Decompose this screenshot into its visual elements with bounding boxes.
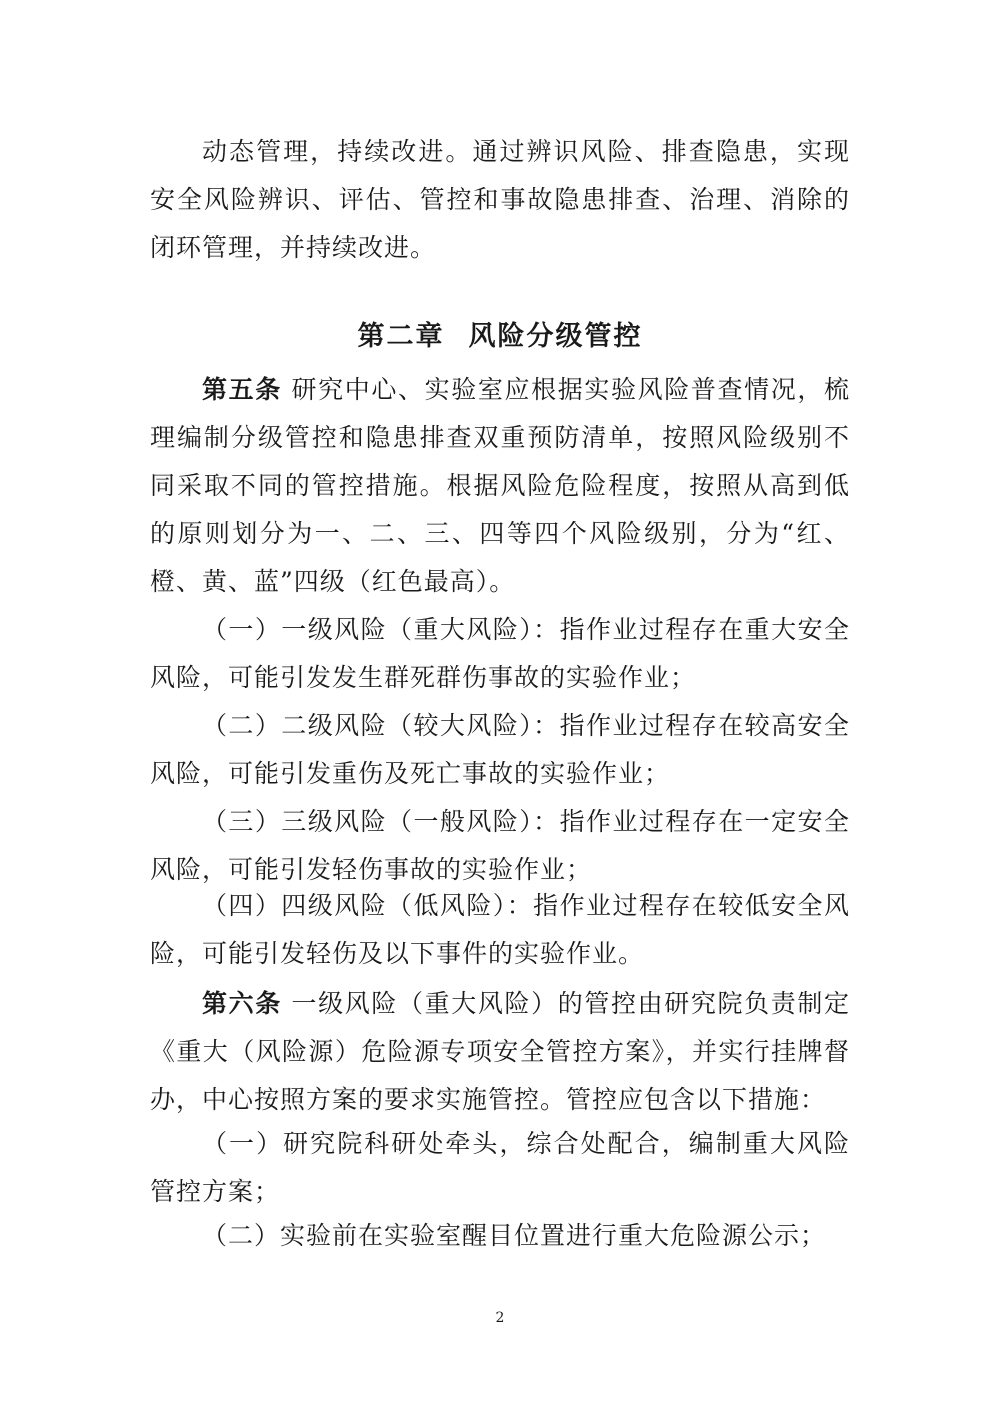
article-6-label: 第六条 [202, 989, 282, 1018]
article-5-paragraph [150, 366, 850, 606]
article-5-item-3 [150, 798, 850, 894]
intro-paragraph [150, 128, 850, 272]
list-item-text: （一）研究院科研处牵头，综合处配合，编制重大风险管控方案； [150, 1129, 850, 1206]
article-6-item-1 [150, 1120, 850, 1216]
article-5-item-2 [150, 702, 850, 798]
list-item-text: （二）二级风险（较大风险）：指作业过程存在较高安全风险，可能引发重伤及死亡事故的实验作业； [150, 711, 850, 788]
chapter-heading [0, 314, 1000, 353]
article-5-label: 第五条 [202, 375, 282, 404]
list-item-text: （二）实验前在实验室醒目位置进行重大危险源公示； [202, 1221, 827, 1250]
chapter-number: 第二章 [357, 321, 445, 352]
list-item-text: （三）三级风险（一般风险）：指作业过程存在一定安全风险，可能引发轻伤事故的实验作业； [150, 807, 850, 884]
page-number: 2 [495, 1310, 505, 1326]
article-5-item-4 [150, 882, 850, 978]
list-item-text: （四）四级风险（低风险）：指作业过程存在较低安全风险，可能引发轻伤及以下事件的实验作业。 [150, 891, 850, 968]
article-5-item-1 [150, 606, 850, 702]
chapter-title: 风险分级管控 [468, 321, 643, 352]
article-6-paragraph [150, 980, 850, 1124]
list-item-text: （一）一级风险（重大风险）：指作业过程存在重大安全风险，可能引发发生群死群伤事故的实验作业； [150, 615, 850, 692]
intro-text: 动态管理，持续改进。通过辨识风险、排查隐患，实现安全风险辨识、评估、管控和事故隐患排查、治理、消除的闭环管理，并持续改进。 [150, 137, 850, 262]
article-6-text: 一级风险（重大风险）的管控由研究院负责制定《重大（风险源）危险源专项安全管控方案》，并实行挂牌督办，中心按照方案的要求实施管控。管控应包含以下措施： [150, 989, 850, 1114]
article-6-item-2 [150, 1212, 850, 1260]
article-5-text: 研究中心、实验室应根据实验风险普查情况，梳理编制分级管控和隐患排查双重预防清单，按照风险级别不同采取不同的管控措施。根据风险危险程度，按照从高到低的原则划分为一、二、三、四等四个风险级别，分为“红、橙、黄、蓝”四级（红色最高）。 [150, 375, 850, 596]
